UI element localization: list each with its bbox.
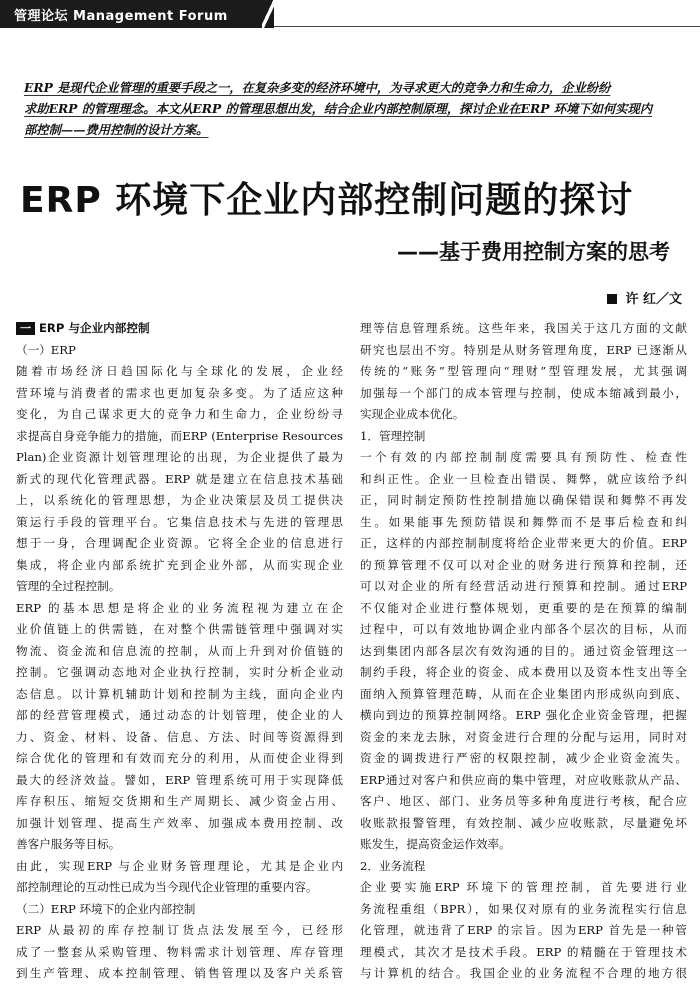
line-text: 由此，实现ERP 与企业财务管理理论，尤其是企业内 — [16, 858, 343, 873]
line-text: 控制。它强调动态地对企业执行控制，实时分析企业动 — [16, 665, 343, 679]
body-text-line — [360, 899, 687, 921]
header-rule — [274, 26, 700, 27]
body-text-line — [16, 705, 343, 727]
line-text: 营环境与消费者的需求也更加复杂多变。为了适应这种 — [16, 385, 343, 400]
line-text: 理等信息管理系统。这些年来，我国关于这几方面的文献 — [360, 321, 687, 335]
body-text-line — [360, 877, 687, 899]
section-heading — [360, 856, 687, 878]
body-text-line — [360, 533, 687, 555]
body-text-line — [16, 619, 343, 641]
abstract-line: 部控制——费用控制的设计方案。 — [24, 122, 209, 137]
body-text-line — [360, 318, 687, 340]
left-column — [16, 318, 343, 985]
line-text: 善客户服务等目标。 — [16, 837, 121, 851]
line-text: 面纳入预算管理范畴，从而在企业集团内形成纵向到底、 — [360, 686, 687, 701]
line-text: 上，以系统化的管理思想，为企业决策层及员工提供决 — [16, 493, 343, 507]
article-title: ERP 环境下企业内部控制问题的探讨 — [20, 180, 634, 221]
body-text-line — [16, 942, 343, 964]
line-text: 库存积压、缩短交货期和生产周期长、减少资金占用、 — [16, 794, 343, 808]
body-text-line — [16, 576, 343, 598]
line-text: 正，同时制定预防性控制措施以确保错误和舞弊不再发 — [360, 493, 687, 507]
square-bullet-icon — [607, 294, 617, 304]
line-text: 达到集团内部各层次有效沟通的目的。通过资金管理这一 — [360, 643, 687, 658]
body-text-line — [360, 512, 687, 534]
body-text-line — [16, 641, 343, 663]
body-text-line — [360, 748, 687, 770]
body-text-line — [360, 684, 687, 706]
header-slash-decoration — [262, 0, 274, 28]
body-text-line — [16, 662, 343, 684]
line-text: 集成，将企业内部系统扩充到企业外部，从而实现企业 — [16, 557, 343, 572]
body-text-line — [16, 920, 343, 942]
body-text-line — [360, 834, 687, 856]
body-text-line — [16, 361, 343, 383]
body-text-line — [360, 791, 687, 813]
line-text: 生。如果能事先预防错误和舞弊而不是事后检查和纠 — [360, 514, 687, 529]
body-text-line — [16, 555, 343, 577]
line-text: 随着市场经济日趋国际化与全球化的发展，企业经 — [16, 364, 343, 378]
line-text: ERP 从最初的库存控制订货点法发展至今，已经形 — [16, 923, 343, 937]
line-text: （一）ERP — [16, 342, 76, 357]
body-text-line — [16, 447, 343, 469]
body-text-line — [360, 727, 687, 749]
line-text: ERP通过对客户和供应商的集中管理，对应收账款从产品、 — [360, 772, 687, 787]
line-text: 新式的现代化管理武器。ERP 就是建立在信息技术基础 — [16, 471, 343, 486]
body-text-line — [16, 791, 343, 813]
line-text: 成了一整套从采购管理、物料需求计划管理、库存管理 — [16, 944, 343, 959]
body-text-line — [16, 856, 343, 878]
section-header — [0, 0, 262, 28]
line-text: 收账款报警管理，有效控制、减少应收账款，尽量避免坏 — [360, 815, 687, 830]
line-text: 可以对企业的所有经营活动进行预算和控制。通过ERP — [360, 579, 687, 593]
line-text: 务流程重组（BPR），如果仅对原有的业务流程实行信息 — [360, 901, 687, 916]
body-text-line — [360, 340, 687, 362]
line-text: 不仅能对企业进行整体规划，更重要的是在预算的编制 — [360, 600, 687, 615]
body-text-line — [16, 598, 343, 620]
body-text-line — [16, 813, 343, 835]
line-text: 到生产管理、成本控制管理、销售管理以及客户关系管 — [16, 966, 343, 980]
section-heading — [16, 318, 343, 340]
line-text: 传统的“账务”型管理向“理财”型管理发展，尤其强调 — [360, 364, 687, 378]
body-text-line — [16, 727, 343, 749]
line-text: 部控制理论的互动性已成为当今现代企业管理的重要内容。 — [16, 880, 318, 894]
body-text-line — [360, 598, 687, 620]
section-heading — [360, 426, 687, 448]
author-name: 许 红／文 — [625, 292, 682, 307]
line-text: 与计算机的结合。我国企业的业务流程不合理的地方很 — [360, 966, 687, 980]
body-text-line — [360, 662, 687, 684]
line-text: 理模式，其次才是技术手段。ERP 的精髓在于管理技术 — [360, 944, 687, 959]
line-text: 力、资金、材料、设备、信息、方法、时间等资源得到 — [16, 729, 343, 744]
line-text: 一个有效的内部控制制度需要具有预防性、检查性 — [360, 450, 687, 464]
body-text-line — [360, 705, 687, 727]
section-heading — [16, 899, 343, 921]
body-text-line — [360, 619, 687, 641]
body-text-line — [360, 770, 687, 792]
abstract-line: 求助ERP 的管理理念。本文从ERP 的管理思想出发，结合企业内部控制原理，探讨企业在ERP 环境下如何实现内 — [24, 101, 653, 116]
body-text-line — [16, 383, 343, 405]
body-text-line — [16, 469, 343, 491]
line-text: 和纠正性。企业一旦检查出错误、舞弊，就应该给予纠 — [360, 471, 687, 486]
author-byline — [607, 288, 682, 307]
abstract — [24, 77, 692, 140]
line-text: 想于一身，合理调配企业资源。它将全企业的信息进行 — [16, 536, 343, 550]
body-text-line — [360, 813, 687, 835]
body-text-line — [16, 512, 343, 534]
right-column — [360, 318, 687, 985]
line-text: 业价值链上的供需链，在对整个供需链管理中强调对实 — [16, 622, 343, 636]
line-text: ERP 的基本思想是将企业的业务流程视为建立在企 — [16, 600, 343, 615]
line-text: 的预算管理不仅可以对企业的财务进行预算和控制，还 — [360, 557, 687, 572]
line-text: 物流、资金流和信息流的控制，从而上升到对价值链的 — [16, 643, 343, 658]
body-text-line — [360, 404, 687, 426]
body-text-line — [16, 684, 343, 706]
body-text-line — [360, 447, 687, 469]
body-text-line — [360, 469, 687, 491]
article-subtitle: ——基于费用控制方案的思考 — [397, 240, 670, 264]
line-text: 最大的经济效益。譬如，ERP 管理系统可用于实现降低 — [16, 772, 343, 787]
line-text: 账发生，提高资金运作效率。 — [360, 837, 511, 851]
line-text: ERP 与企业内部控制 — [39, 321, 150, 335]
body-text-line — [360, 942, 687, 964]
body-text-line — [16, 748, 343, 770]
line-text: 管理的全过程控制。 — [16, 579, 121, 593]
body-text-line — [16, 426, 343, 448]
line-text: 资金的来龙去脉，对资金进行合理的分配与运用，同时对 — [360, 729, 687, 744]
body-text-line — [360, 641, 687, 663]
line-text: 实现企业成本优化。 — [360, 407, 465, 421]
body-text-line — [360, 920, 687, 942]
line-text: 资金的调拨进行严密的权限控制，减少企业资金流失。 — [360, 751, 687, 765]
line-text: 态信息。以计算机辅助计划和控制为主线，面向企业内 — [16, 686, 343, 701]
body-text-line — [16, 533, 343, 555]
line-text: （二）ERP 环境下的企业内部控制 — [16, 901, 196, 916]
body-text-line — [360, 490, 687, 512]
line-text: 1．管理控制 — [360, 428, 426, 443]
line-text: 过程中，可以有效地协调企业内部各个层次的目标，从而 — [360, 622, 687, 636]
line-text: 策运行手段的管理平台。它集信息技术与先进的管理思 — [16, 514, 343, 529]
line-text: 加强每一个部门的成本管理与控制，使成本缩减到最小， — [360, 385, 687, 400]
body-text-line — [360, 361, 687, 383]
line-text: 客户、地区、部门、业务员等多种角度进行考核，配合应 — [360, 794, 687, 808]
body-text-line — [16, 877, 343, 899]
line-text: Plan)企业资源计划管理理论的出现，为企业提供了最为 — [16, 450, 343, 464]
line-text: 求提高自身竞争能力的措施，而ERP (Enterprise Resources — [16, 428, 343, 443]
line-text: 横向到边的预算控制网络。ERP 强化企业资金管理，把握 — [360, 708, 687, 722]
body-text-line — [16, 770, 343, 792]
body-text-line — [360, 555, 687, 577]
line-text: 企业要实施ERP 环境下的管理控制，首先要进行业 — [360, 880, 687, 894]
line-text: 部的经营管理模式，通过动态的计划管理，使企业的人 — [16, 708, 343, 722]
line-text: 综合优化的管理和有效而充分的利用，从而使企业得到 — [16, 751, 343, 765]
body-text-line — [16, 834, 343, 856]
line-text: 制约手段，将企业的资金、成本费用以及资本性支出等全 — [360, 665, 687, 679]
body-text-line — [16, 404, 343, 426]
body-text-line — [16, 963, 343, 985]
section-number-badge: 一 — [16, 322, 35, 335]
body-text-line — [360, 576, 687, 598]
abstract-line: ERP 是现代企业管理的重要手段之一，在复杂多变的经济环境中，为寻求更大的竞争力和生命力，企业纷纷 — [24, 80, 611, 95]
section-heading — [16, 340, 343, 362]
line-text: 正，这样的内部控制制度将给企业带来更大的价值。ERP — [360, 536, 687, 550]
line-text: 研究也层出不穷。特别是从财务管理角度，ERP 已逐渐从 — [360, 342, 687, 357]
line-text: 加强计划管理、提高生产效率、加强成本费用控制、改 — [16, 815, 343, 830]
section-header-label: 管理论坛 Management Forum — [14, 9, 228, 24]
line-text: 化管理，就违背了ERP 的宗旨。因为ERP 首先是一种管 — [360, 923, 687, 937]
body-text-line — [360, 963, 687, 985]
body-text-line — [360, 383, 687, 405]
line-text: 2．业务流程 — [360, 858, 426, 873]
line-text: 变化，为自己谋求更大的竞争力和生命力，企业纷纷寻 — [16, 407, 343, 421]
body-text-line — [16, 490, 343, 512]
